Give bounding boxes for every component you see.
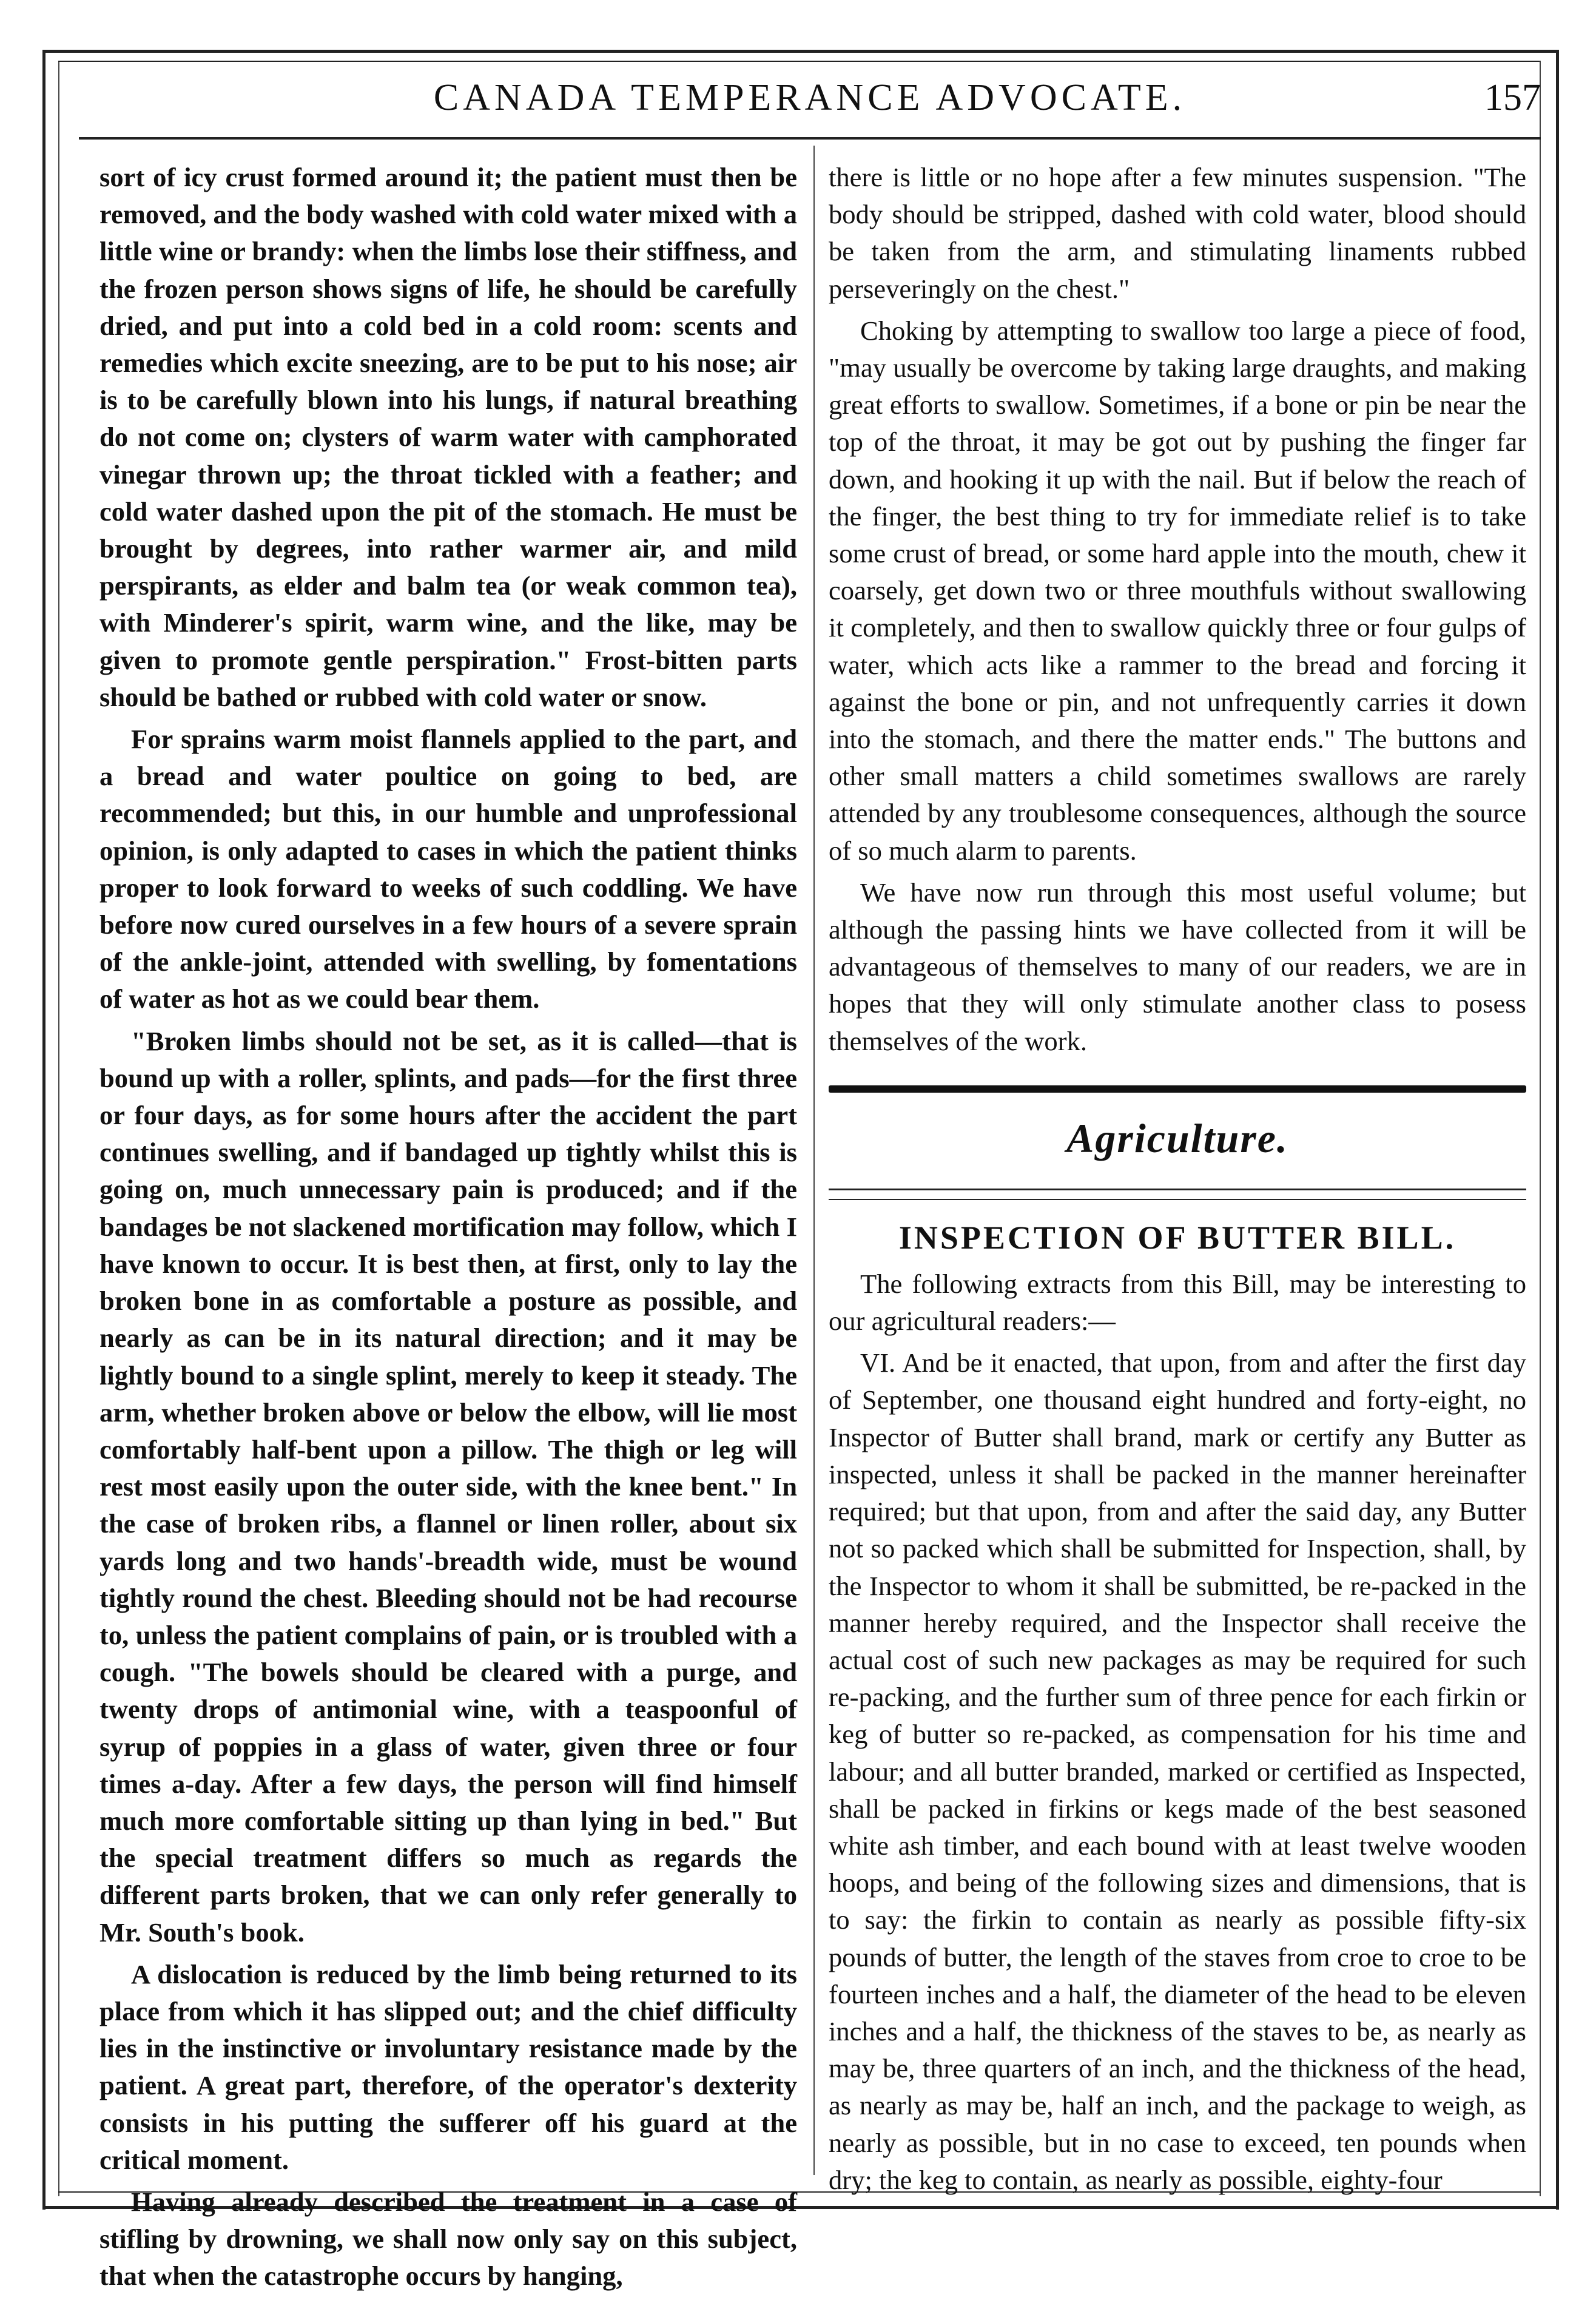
- left-column: [99, 159, 797, 2300]
- top-rule-inner: [58, 61, 1540, 62]
- article-title: INSPECTION OF BUTTER BILL.: [898, 1219, 1456, 1256]
- page-number: 157: [1484, 77, 1541, 118]
- paragraph: sort of icy crust formed around it; the patient must then be removed, and the body washed with cold water mixed with a little wine or brandy: when the limbs lose their stiffness, and the frozen person shows signs of life, he should be carefully dried, and put into a cold bed in a cold room: scents and remedies which excite sneezing, are to be put to his nose; air is to be carefully blown into his lungs, if natural breathing do not come on; clysters of warm water with camphorated vinegar thrown up; the throat tickled with a feather; and cold water dashed upon the pit of the stomach. He must be brought by degrees, into rather warmer air, and mild perspirants, as elder and balm tea (or weak common tea), with Minderer's spirit, warm wine, and the like, may be given to promote gentle perspiration." Frost-bitten parts should be bathed or rubbed with cold water or snow.: [99, 162, 797, 712]
- paragraph: For sprains warm moist flannels applied to the part, and a bread and water poultice on going to bed, are recommended; but this, in our humble and unprofessional opinion, is only adapted to cases in which the patient thinks proper to look forward to weeks of such coddling. We have before now cured ourselves in a few hours of a severe sprain of the ankle-joint, attended with swelling, by fomentations of water as hot as we could bear them.: [99, 724, 797, 1014]
- paragraph: "Broken limbs should not be set, as it is called—that is bound up with a roller, splints, and pads—for the first three or four days, as for some hours after the accident the part continues swelling, and if bandaged up tightly whilst this is going on, much unnecessary pain is produced; and if the bandages be not slackened mortification may follow, which I have known to occur. It is best then, at first, only to lay the broken bone in as comfortable a posture as possible, and nearly as can be in its natural direction; and it may be lightly bound to a single splint, merely to keep it steady. The arm, whether broken above or below the elbow, will lie most comfortably half-bent upon a pillow. The thigh or leg will rest most easily upon the outer side, with the knee bent." In the case of broken ribs, a flannel or linen roller, about six yards long and two hands'-breadth wide, must be wound tightly round the chest. Bleeding should not be had recourse to, unless the patient complains of pain, or is troubled with a cough. "The bowels should be cleared with a purge, and twenty drops of antimonial wine, with a teaspoonful of syrup of poppies in a glass of water, given three or four times a-day. After a few days, the person will find himself much more comfortable sitting up than lying in bed." But the special treatment differs so much as regards the different parts broken, that we can only refer generally to Mr. South's book.: [99, 1025, 797, 1948]
- header-rule: [79, 137, 1541, 140]
- top-rule-outer: [42, 50, 1556, 53]
- section-rule: [829, 1085, 1526, 1093]
- page-header: [79, 73, 1541, 127]
- paragraph: there is little or no hope after a few minutes suspension. "The body should be stripped, dashed with cold water, blood should be taken from the arm, and stimulating linaments rubbed perseveringly on the chest.": [829, 162, 1526, 304]
- running-title: CANADA TEMPERANCE ADVOCATE.: [433, 77, 1187, 118]
- right-column: [829, 159, 1526, 2204]
- column-divider: [813, 146, 815, 2175]
- paragraph: We have now run through this most useful volume; but although the passing hints we have collected from it will be advantageous of themselves to many of our readers, we are in hopes that they will only stimulate another class to posess themselves of the work.: [829, 877, 1526, 1056]
- paragraph: Choking by attempting to swallow too large a piece of food, "may usually be overcome by taking large draughts, and making great efforts to swallow. Sometimes, if a bone or pin be near the top of the throat, it may be got out by pushing the finger far down, and hooking it up with the nail. But if below the reach of the finger, the best thing to try for immediate relief is to take some crust of bread, or some hard apple into the mouth, chew it coarsely, get down two or three mouthfuls without swallowing it completely, and then to swallow quickly three or four gulps of water, which acts like a rammer to the bread and forcing it against the bone or pin, and not unfrequently carries it down into the stomach, and there the matter ends." The buttons and other small matters a child sometimes swallows are rarely attended by any troublesome consequences, although the source of so much alarm to parents.: [829, 315, 1526, 866]
- paragraph: VI. And be it enacted, that upon, from and after the first day of September, one thousand eight hundred and forty-eight, no Inspector of Butter shall brand, mark or certify any Butter as inspected, unless it shall be packed in the manner hereinafter required; but that upon, from and after the said day, any Butter not so packed which shall be submitted for Inspection, shall, by the Inspector to whom it shall be submitted, be re-packed in the manner hereby required, and the Inspector shall receive the actual cost of such new packages as may be required for such re-packing, and the further sum of three pence for each firkin or keg of butter so re-packed, as compensation for his time and labour; and all butter branded, marked or certified as Inspected, shall be packed in firkins or kegs made of the best seasoned white ash timber, and each bound with at least twelve wooden hoops, and being of the following sizes and dimensions, that is to say: the firkin to contain as nearly as possible fifty-six pounds of butter, the length of the staves from croe to croe to be fourteen inches and a half, the diameter of the head to be eleven inches and a half, the thickness of the staves to be, as nearly as may be, three quarters of an inch, and the thickness of the head, as nearly as may be, half an inch, and the package to weigh, as nearly as possible, but in no case to exceed, ten pounds when dry; the keg to contain, as nearly as possible, eighty-four: [829, 1347, 1526, 2195]
- paragraph: A dislocation is reduced by the limb being returned to its place from which it has slipped out; and the chief difficulty lies in the instinctive or involuntary resistance made by the patient. A great part, therefore, of the operator's dexterity consists in his putting the sufferer off his guard at the critical moment.: [99, 1958, 797, 2175]
- section-heading: Agriculture.: [1066, 1115, 1288, 1161]
- paragraph: The following extracts from this Bill, may be interesting to our agricultural readers:—: [829, 1268, 1526, 1337]
- double-rule: [829, 1189, 1526, 1200]
- paragraph: Having already described the treatment in a case of stifling by drowning, we shall now only say on this subject, that when the catastrophe occurs by hanging,: [99, 2186, 797, 2292]
